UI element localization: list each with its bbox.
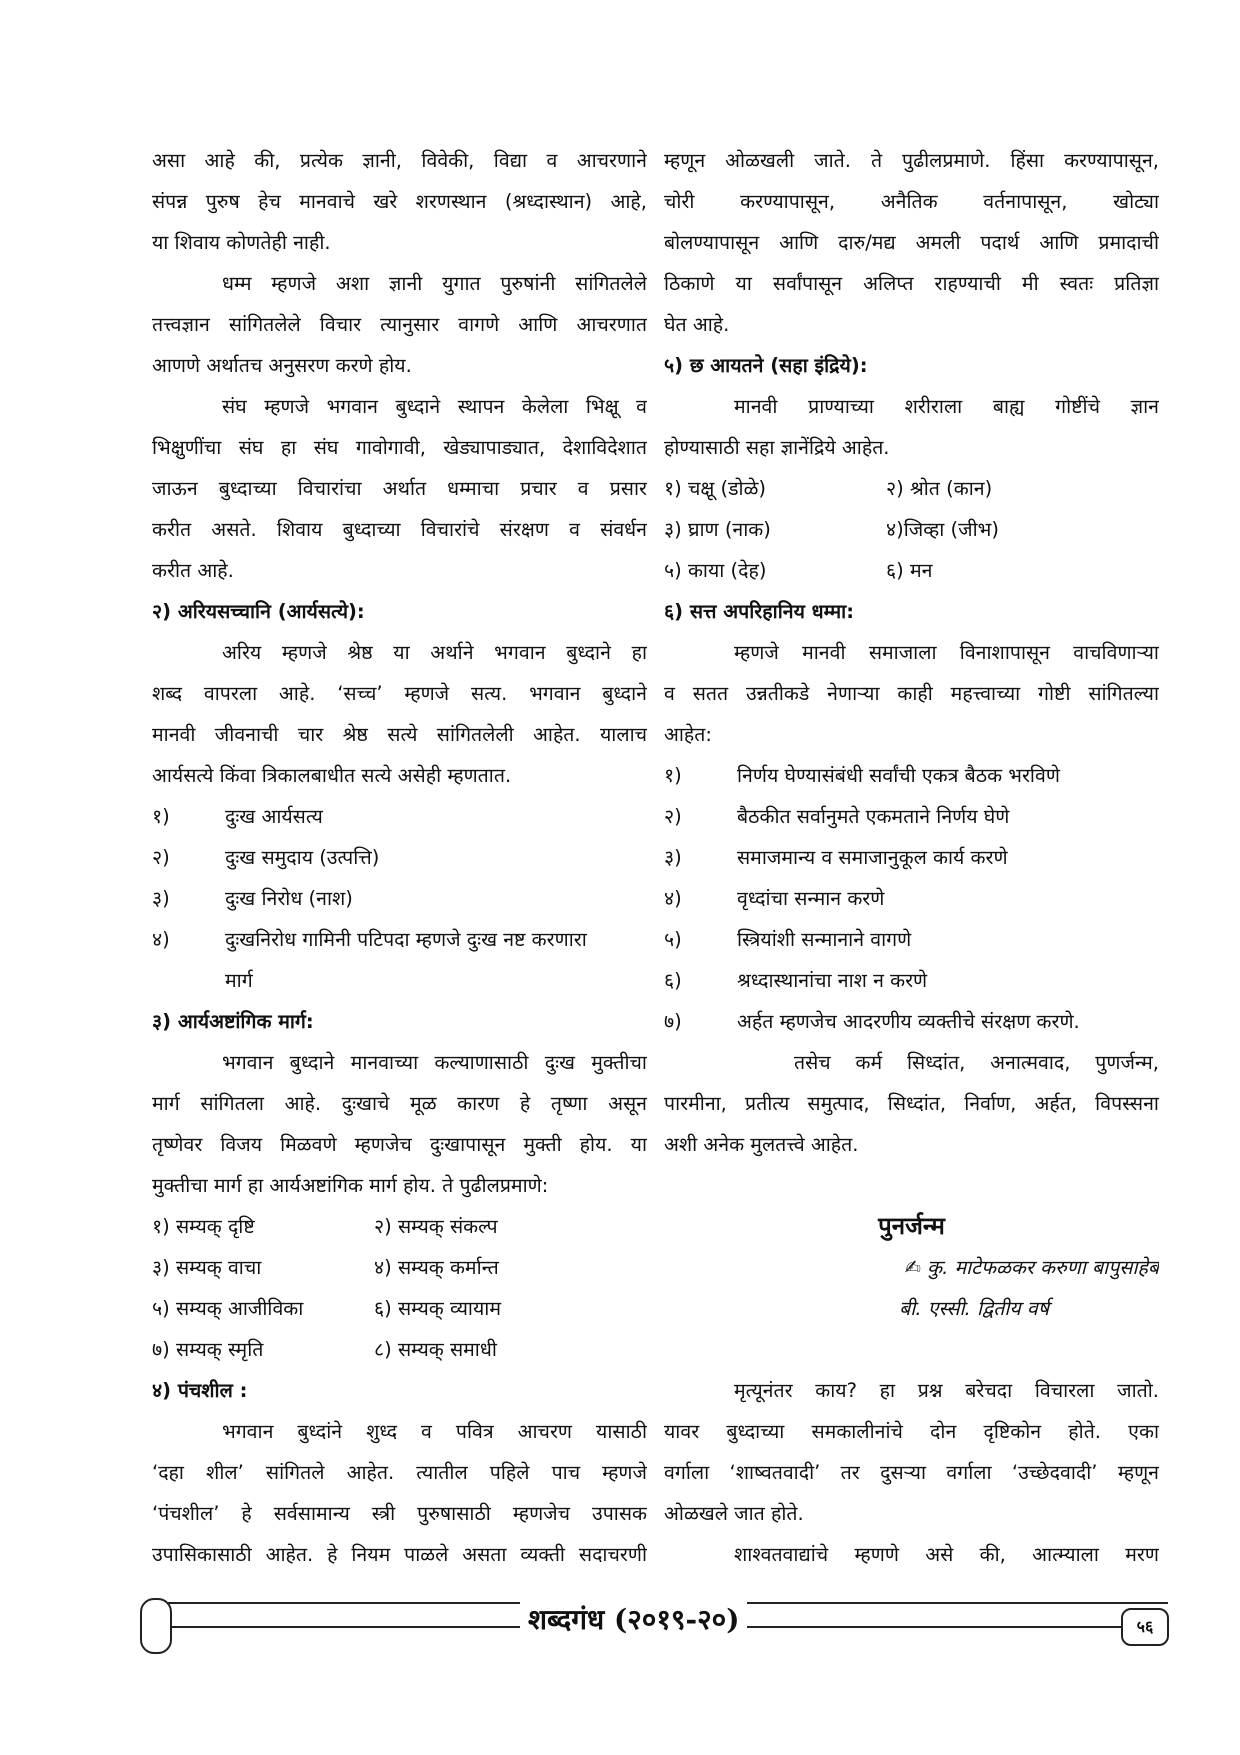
text-line: मुक्तीचा मार्ग हा आर्यअष्टांगिक मार्ग होय. ते पुढीलप्रमाणे: (152, 1174, 549, 1197)
list-row: ५) काया (देह) ६) मन (664, 559, 933, 582)
text-line: वर्गाला ‘शाष्वतवादी’ तर दुसऱ्या वर्गाला ‘उच्छेदवादी’ म्हणून (664, 1461, 1159, 1484)
text-line: ठिकाणे या सर्वांपासून अलिप्त राहण्याची मी स्वतः प्रतिज्ञा (664, 272, 1159, 295)
list-row: ५) सम्यक् आजीविका ६) सम्यक् व्यायाम (152, 1297, 502, 1320)
section-heading: २) अरियसच्चानि (आर्यसत्ये): (152, 600, 365, 623)
text-line: असा आहे की, प्रत्येक ज्ञानी, विवेकी, विद्या व आचरणाने (152, 149, 647, 172)
text-line: तृष्णेवर विजय मिळवणे म्हणजेच दुःखापासून मुक्ती होय. या (152, 1133, 647, 1156)
text-line: बोलण्यापासून आणि दारु/मद्य अमली पदार्थ आणि प्रमादाची (664, 231, 1159, 254)
text-line: करीत असते. शिवाय बुध्दाच्या विचारांचे संरक्षण व संवर्धन (152, 518, 647, 541)
list-item: ३) दुःख निरोध (नाश) (152, 887, 353, 910)
text-line: होण्यासाठी सहा ज्ञानेंद्रिये आहेत. (664, 436, 890, 459)
text-line: ओळखले जात होते. (664, 1502, 804, 1525)
author-class: बी. एस्सी. द्वितीय वर्ष (899, 1297, 1049, 1320)
text-line: अरिय म्हणजे श्रेष्ठ या अर्थाने भगवान बुध्दाने हा (222, 641, 647, 664)
text-line: शब्द वापरला आहे. ‘सच्च’ म्हणजे सत्य. भगवान बुध्दाने (152, 682, 647, 705)
text-line: म्हणजे मानवी समाजाला विनाशापासून वाचविणाऱ्या (734, 641, 1159, 664)
section-heading: ६) सत्त अपरिहानिय धम्मा: (664, 600, 854, 623)
page-footer (140, 1598, 1175, 1650)
text-line: आणणे अर्थातच अनुसरण करणे होय. (152, 354, 412, 377)
spacer (664, 1165, 1159, 1206)
section-heading: ५) छ आयतने (सहा इंद्रिये): (664, 354, 868, 377)
list-item: ४) दुःखनिरोध गामिनी पटिपदा म्हणजे दुःख नष्ट करणारा (152, 928, 587, 951)
list-row: ३) घ्राण (नाक) ४)जिव्हा (जीभ) (664, 518, 999, 541)
list-item: १) निर्णय घेण्यासंबंधी सर्वांची एकत्र बैठक भरविणे (664, 764, 1060, 787)
list-item: १) दुःख आर्यसत्य (152, 805, 323, 828)
text-line: मृत्यूनंतर काय? हा प्रश्न बरेचदा विचारला जातो. (734, 1379, 1159, 1402)
list-item: ७) अर्हत म्हणजेच आदरणीय व्यक्तीचे संरक्षण करणे. (664, 1010, 1080, 1033)
text-line: भगवान बुध्दाने मानवाच्या कल्याणासाठी दुःख मुक्तीचा (222, 1051, 647, 1074)
spacer (664, 1329, 1159, 1370)
page-number: ५६ (1121, 1608, 1169, 1646)
list-item: २) बैठकीत सर्वानुमते एकमताने निर्णय घेणे (664, 805, 1010, 828)
right-column (664, 140, 1159, 1575)
text-line: आर्यसत्ये किंवा त्रिकालबाधीत सत्ये असेही म्हणतात. (152, 764, 512, 787)
list-row: ७) सम्यक् स्मृति ८) सम्यक् समाधी (152, 1338, 497, 1361)
text-line: म्हणून ओळखली जाते. ते पुढीलप्रमाणे. हिंसा करण्यापासून, (664, 149, 1159, 172)
list-item: ४) वृध्दांचा सन्मान करणे (664, 887, 885, 910)
scroll-ornament (140, 1598, 172, 1654)
text-line: उपासिकासाठी आहेत. हे नियम पाळले असता व्यक्ती सदाचरणी (152, 1543, 647, 1566)
text-line: भिक्षुणींचा संघ हा संघ गावोगावी, खेड्यापाड्यात, देशाविदेशात (152, 436, 647, 459)
text-line: संपन्न पुरुष हेच मानवाचे खरे शरणस्थान (श्रध्दास्थान) आहे, (152, 190, 647, 213)
list-row: ३) सम्यक् वाचा ४) सम्यक् कर्मान्त (152, 1256, 499, 1279)
text-line: आहेत: (664, 723, 712, 746)
text-line: तत्त्वज्ञान सांगितलेले विचार त्यानुसार वागणे आणि आचरणात (152, 313, 647, 336)
section-heading: ३) आर्यअष्टांगिक मार्ग: (152, 1010, 314, 1033)
text-line: मानवी जीवनाची चार श्रेष्ठ सत्ये सांगितलेली आहेत. यालाच (152, 723, 647, 746)
list-row: १) चक्षू (डोळे) २) श्रोत (कान) (664, 477, 993, 500)
list-row: १) सम्यक् दृष्टि २) सम्यक् संकल्प (152, 1215, 498, 1238)
text-line: जाऊन बुध्दाच्या विचारांचा अर्थात धम्माचा प्रचार व प्रसार (152, 477, 647, 500)
text-line: ‘पंचशील’ हे सर्वसामान्य स्त्री पुरुषासाठी म्हणजेच उपासक (152, 1502, 647, 1525)
text-line: या शिवाय कोणतेही नाही. (152, 231, 331, 254)
list-item: ६) श्रध्दास्थानांचा नाश न करणे (664, 969, 928, 992)
text-line: भगवान बुध्दांने शुध्द व पवित्र आचरण यासाठी (222, 1420, 647, 1443)
text-line: चोरी करण्यापासून, अनैतिक वर्तनापासून, खोट्या (664, 190, 1159, 213)
text-line: संघ म्हणजे भगवान बुध्दाने स्थापन केलेला भिक्षू व (222, 395, 647, 418)
list-item: ३) समाजमान्य व समाजानुकूल कार्य करणे (664, 846, 1008, 869)
text-line: तसेच कर्म सिध्दांत, अनात्मवाद, पुणर्जन्म, (794, 1051, 1159, 1074)
left-column (152, 140, 647, 1575)
text-line: घेत आहे. (664, 313, 730, 336)
text-line: ‘दहा शील’ सांगितले आहेत. त्यातील पहिले पाच म्हणजे (152, 1461, 647, 1484)
author-name: ✍ कु. माटेफळकर करुणा बापुसाहेब (904, 1256, 1159, 1279)
article-title: पुनर्जन्म (878, 1212, 945, 1240)
list-item-continuation: मार्ग (225, 969, 253, 992)
list-item: २) दुःख समुदाय (उत्पत्ति) (152, 846, 380, 869)
text-line: मानवी प्राण्याच्या शरीराला बाह्य गोष्टींचे ज्ञान (734, 395, 1159, 418)
text-line: मार्ग सांगितला आहे. दुःखाचे मूळ कारण हे तृष्णा असून (152, 1092, 647, 1115)
text-line: व सतत उन्नतीकडे नेणाऱ्या काही महत्त्वाच्या गोष्टी सांगितल्या (664, 682, 1159, 705)
text-line: यावर बुध्दाच्या समकालीनांचे दोन दृष्टिकोन होते. एका (664, 1420, 1159, 1443)
text-line: शाश्वतवाद्यांचे म्हणणे असे की, आत्म्याला मरण (734, 1543, 1159, 1566)
magazine-title: शब्दगंध (२०१९-२०) (520, 1600, 747, 1638)
text-line: करीत आहे. (152, 559, 234, 582)
text-line: धम्म म्हणजे अशा ज्ञानी युगात पुरुषांनी सांगितलेले (222, 272, 647, 295)
text-line: अशी अनेक मुलतत्त्वे आहेत. (664, 1133, 859, 1156)
section-heading: ४) पंचशील : (152, 1379, 248, 1402)
text-line: पारमीना, प्रतीत्य समुत्पाद, सिध्दांत, निर्वाण, अर्हत, विपस्सना (664, 1092, 1159, 1115)
list-item: ५) स्त्रियांशी सन्मानाने वागणे (664, 928, 912, 951)
